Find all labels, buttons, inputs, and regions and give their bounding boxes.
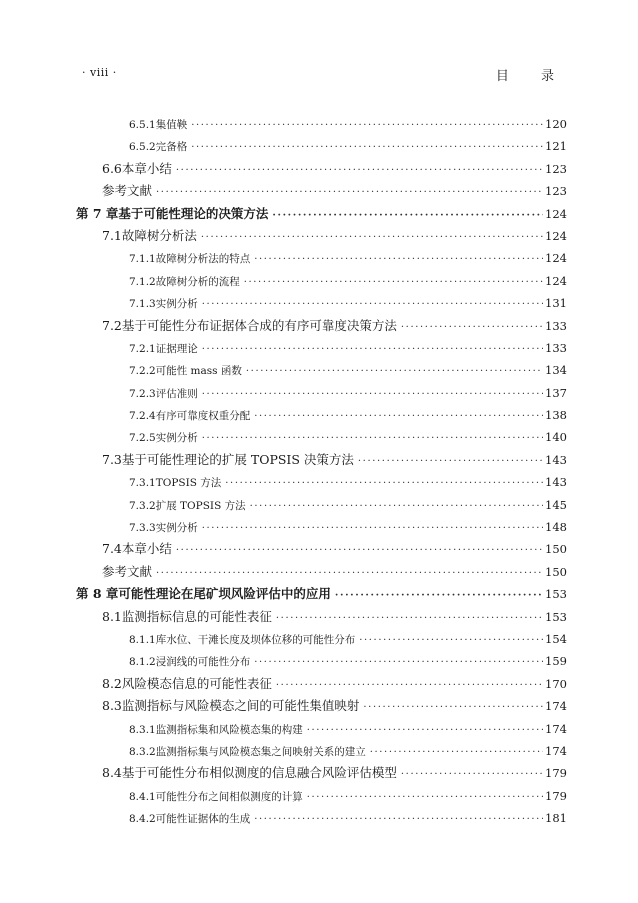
toc-entry-number: 6.5.2 [129, 141, 156, 154]
dot-leader [370, 742, 543, 764]
toc-entry-sub[interactable] [76, 382, 567, 404]
toc-entry-page: 123 [545, 161, 567, 176]
toc-entry-sub[interactable] [76, 628, 567, 650]
dot-leader [363, 697, 543, 719]
dot-leader [202, 384, 543, 406]
toc-entry-page: 124 [545, 228, 567, 243]
toc-entry-title: 证据理论 [155, 342, 198, 355]
toc-entry-page: 124 [545, 251, 567, 266]
toc-entry-number: 6.5.1 [129, 119, 156, 131]
toc-entry-title: 有序可靠度权重分配 [155, 410, 251, 423]
toc-entry-number: 7.1.1 [129, 253, 156, 266]
toc-entry-title: 故障树分析法的特点 [155, 253, 251, 266]
dot-leader [307, 787, 543, 809]
toc-entry-page: 150 [545, 564, 567, 579]
toc-entry-page: 170 [545, 676, 567, 691]
toc-entry-title: 基于可能性理论的扩展 TOPSIS 决策方法 [121, 451, 354, 467]
toc-entry-section[interactable] [76, 315, 567, 337]
toc-entry-number: 8.1 [102, 608, 122, 624]
toc-entry-ref[interactable] [76, 180, 567, 202]
toc-entry-number: 8.3 [102, 698, 122, 714]
toc-entry-page: 153 [545, 609, 567, 624]
dot-leader [202, 518, 543, 540]
toc-entry-number: 8.4.2 [129, 813, 156, 826]
toc-entry-title: 库水位、干滩长度及坝体位移的可能性分布 [155, 633, 356, 646]
toc-entry-chapter[interactable] [76, 583, 567, 605]
toc-entry-title: 浸润线的可能性分布 [155, 656, 251, 669]
toc-entry-number: 8.3.1 [129, 723, 156, 736]
toc-entry-page: 145 [545, 497, 567, 512]
dot-leader [335, 585, 543, 607]
dot-leader [156, 182, 543, 204]
toc-entry-section[interactable] [76, 449, 567, 471]
toc-entry-title: 参考文献 [102, 183, 153, 199]
toc-entry-page: 153 [545, 587, 567, 602]
toc-entry-page: 134 [545, 363, 567, 378]
toc-entry-number: 7.4 [102, 541, 122, 557]
toc-entry-number: 7.3.1 [129, 477, 156, 490]
toc-entry-title: 监测指标集和风险模态集的构建 [155, 723, 303, 736]
toc-entry-page: 174 [545, 699, 567, 714]
toc-entry-sub[interactable] [76, 471, 567, 493]
dot-leader [250, 496, 543, 518]
toc-entry-title: 评估准则 [155, 387, 198, 400]
toc-entry-sub[interactable] [76, 337, 567, 359]
toc-entry-sub[interactable] [76, 135, 567, 157]
toc-entry-page: 124 [545, 206, 567, 221]
toc-entry-page: 124 [545, 273, 567, 288]
toc-entry-title: 故障树分析的流程 [155, 275, 240, 288]
dot-leader [202, 428, 543, 450]
toc-entry-page: 143 [545, 475, 567, 490]
dot-leader [254, 406, 543, 428]
toc-entry-sub[interactable] [76, 785, 567, 807]
toc-entry-title: TOPSIS 方法 [155, 477, 222, 490]
toc-entry-title: 集值鞅 [155, 119, 188, 131]
toc-entry-number: 8.2 [102, 675, 122, 691]
toc-entry-title: 本章小结 [121, 541, 172, 557]
dot-leader [358, 451, 543, 473]
toc-entry-page: 150 [545, 542, 567, 557]
toc-entry-page: 137 [545, 385, 567, 400]
dot-leader [276, 675, 543, 697]
toc-entry-title: 本章小结 [121, 160, 172, 176]
toc-entry-title: 实例分析 [155, 432, 198, 445]
toc-entry-sub[interactable] [76, 740, 567, 762]
toc-entry-page: 133 [545, 340, 567, 355]
toc-entry-ref[interactable] [76, 561, 567, 583]
toc-entry-number: 7.1.2 [129, 275, 156, 288]
dot-leader [191, 115, 543, 137]
dot-leader [254, 249, 543, 271]
toc-entry-title: 基于可能性分布相似测度的信息融合风险评估模型 [121, 765, 397, 781]
toc-entry-page: 140 [545, 430, 567, 445]
dot-leader [176, 160, 543, 182]
toc-entry-sub[interactable] [76, 650, 567, 672]
toc-entry-section[interactable] [76, 225, 567, 247]
toc-entry-page: 133 [545, 318, 567, 333]
dot-leader [156, 563, 543, 585]
dot-leader [254, 809, 543, 831]
toc-entry-title: 监测指标集与风险模态集之间映射关系的建立 [155, 745, 366, 758]
toc-entry-sub[interactable] [76, 718, 567, 740]
toc-entry-page: 154 [545, 631, 567, 646]
toc-entry-number: 8.1.1 [129, 633, 156, 646]
dot-leader [246, 361, 543, 383]
page-number-label: · viii · [82, 66, 117, 79]
toc-entry-title: 监测指标与风险模态之间的可能性集值映射 [121, 698, 360, 714]
toc-entry-sub[interactable] [76, 113, 567, 135]
toc-entry-title: 参考文献 [102, 563, 153, 579]
toc-entry-title: 实例分析 [155, 298, 198, 311]
toc-entry-chapter[interactable] [76, 203, 567, 225]
dot-leader [176, 540, 543, 562]
toc-entry-number: 6.6 [102, 160, 122, 176]
toc-entry-number: 7.1 [102, 227, 122, 243]
toc-entry-number: 7.3 [102, 451, 122, 467]
toc-entry-sub[interactable] [76, 494, 567, 516]
toc-entry-number: 8.1.2 [129, 656, 156, 669]
toc-entry-title: 可能性证据体的生成 [155, 813, 251, 826]
toc-entry-number: 7.2.1 [129, 342, 156, 355]
dot-leader [401, 764, 543, 786]
toc-entry-title: 基于可能性理论的决策方法 [118, 205, 269, 221]
dot-leader [191, 137, 543, 159]
running-title: 目 录 [495, 69, 568, 84]
toc-entry-page: 174 [545, 721, 567, 736]
toc-entry-section[interactable] [76, 158, 567, 180]
toc-entry-title: 完备格 [155, 141, 188, 154]
dot-leader [201, 227, 543, 249]
toc-entry-number: 7.1.3 [129, 298, 156, 311]
dot-leader [401, 317, 543, 339]
toc-entry-page: 179 [545, 788, 567, 803]
toc-entry-section[interactable] [76, 538, 567, 560]
dot-leader [276, 608, 543, 630]
dot-leader [254, 652, 543, 674]
toc-entry-number: 7.2.2 [129, 365, 156, 378]
toc-entry-title: 实例分析 [155, 522, 198, 535]
toc-entry-sub[interactable] [76, 516, 567, 538]
toc-entry-sub[interactable] [76, 292, 567, 314]
toc-entry-title: 可能性 mass 函数 [155, 365, 242, 378]
toc-entry-sub[interactable] [76, 247, 567, 269]
toc-entry-title: 基于可能性分布证据体合成的有序可靠度决策方法 [121, 317, 397, 333]
toc-entry-sub[interactable] [76, 404, 567, 426]
toc-entry-sub[interactable] [76, 270, 567, 292]
toc-entry-title: 可能性理论在尾矿坝风险评估中的应用 [118, 586, 331, 602]
toc-entry-page: 148 [545, 520, 567, 535]
page-header [82, 66, 568, 86]
toc-entry-sub[interactable] [76, 426, 567, 448]
toc-entry-title: 监测指标信息的可能性表征 [121, 608, 272, 624]
dot-leader [202, 339, 543, 361]
toc-entry-number: 8.3.2 [129, 745, 156, 758]
toc-entry-page: 174 [545, 743, 567, 758]
dot-leader [307, 720, 543, 742]
dot-leader [272, 205, 543, 227]
toc-entry-number: 7.3.2 [129, 499, 156, 512]
toc-entry-page: 120 [545, 117, 567, 131]
toc-entry-page: 143 [545, 452, 567, 467]
toc-entry-page: 159 [545, 654, 567, 669]
toc-entry-page: 181 [545, 811, 567, 826]
dot-leader [359, 630, 543, 652]
toc-entry-number: 7.2.4 [129, 410, 156, 423]
toc-entry-number: 第 7 章 [76, 205, 119, 221]
toc-entry-title: 扩展 TOPSIS 方法 [155, 499, 246, 512]
toc-entry-title: 风险模态信息的可能性表征 [121, 675, 272, 691]
toc-entry-page: 123 [545, 184, 567, 199]
dot-leader [202, 294, 543, 316]
toc-entry-page: 138 [545, 408, 567, 423]
toc-entry-number: 8.4 [102, 765, 122, 781]
toc-entry-sub[interactable] [76, 807, 567, 829]
toc-entry-sub[interactable] [76, 359, 567, 381]
toc-entry-page: 179 [545, 766, 567, 781]
toc-entry-title: 故障树分析法 [121, 227, 197, 243]
toc-entry-section[interactable] [76, 606, 567, 628]
dot-leader [244, 272, 543, 294]
table-of-contents [76, 113, 567, 830]
toc-entry-number: 第 8 章 [76, 586, 119, 602]
toc-entry-number: 8.4.1 [129, 790, 156, 803]
toc-entry-page: 131 [545, 296, 567, 311]
toc-entry-number: 7.2.3 [129, 387, 156, 400]
toc-entry-number: 7.3.3 [129, 522, 156, 535]
toc-entry-title: 可能性分布之间相似测度的计算 [155, 790, 303, 803]
toc-entry-number: 7.2 [102, 317, 122, 333]
dot-leader [225, 473, 543, 495]
toc-entry-number: 7.2.5 [129, 432, 156, 445]
toc-entry-section[interactable] [76, 695, 567, 717]
toc-entry-section[interactable] [76, 673, 567, 695]
toc-entry-page: 121 [545, 139, 567, 154]
toc-entry-section[interactable] [76, 762, 567, 784]
